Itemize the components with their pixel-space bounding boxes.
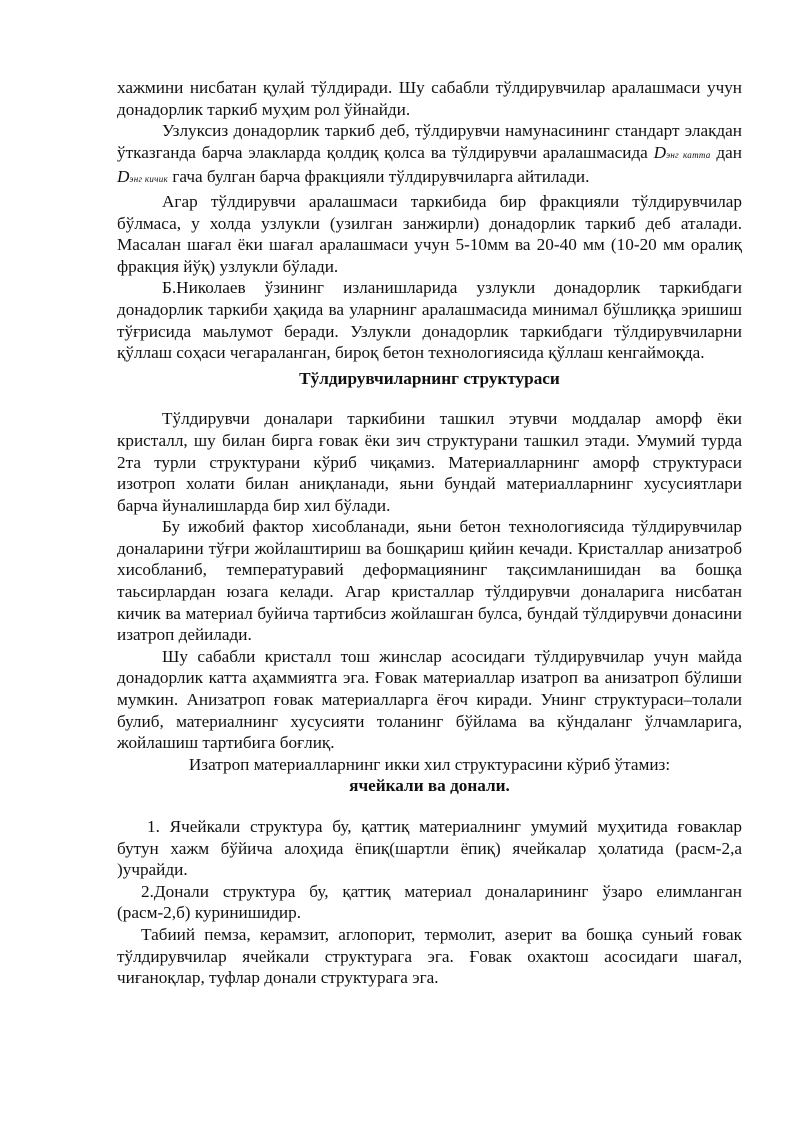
paragraph-intro-line: Изатроп материалларнинг икки хил структурасини кўриб ўтамиз:: [188, 754, 671, 774]
list-item: 1. Ячейкали структура бу, қаттиқ материалнинг умумий муҳитида ғовaклар бутун хажм бўйича алоҳида ёпиқ(шартли ёпиқ) ячейкалар ҳолатида (расм-2,а )учрайди.: [117, 817, 742, 880]
paragraph: хажмини нисбатан қулай тўлдиради. Шу сабабли тўлдирувчилар аралашмаси учун донадорлик таркиб муҳим рол ўйнайди.: [117, 78, 742, 119]
paragraph: Б.Николаев ўзининг изланишларида узлукли донадорлик таркибдаги донадорлик таркиби ҳақида ва уларнинг аралашмасида минимал бўшлиққа эришиш тўғрисида маьлумот беради. Узлукли донадорлик таркибдаги тўлдирувчиларни қўллаш соҳаси чегараланган, бироқ бетон технологиясида қўллаш кенгаймоқда.: [117, 278, 742, 363]
paragraph-text: гача булган барча фракцияли тўлдирувчиларга айтилади.: [168, 167, 590, 187]
paragraph-text: Узлуксиз донадорлик таркиб деб, тўлдирувчи намунасининг стандарт элакдан ўтказганда барча элакларда қолдиқ қолса ва тўлдирувчи аралашмасида: [117, 121, 742, 162]
d-max-symbol: D: [653, 142, 667, 162]
paragraph: Агар тўлдирувчи аралашмаси таркибида бир фракцияли тўлдирувчилар бўлмаса, у холда узлукли (узилган занжирли) донадорлик таркиб деб аталади. Масалан шағал ёки шағал аралашмаси учун 5-10мм ва 20-40 мм (10-20 мм оралиқ фракция йўқ) узлукли бўлади.: [117, 191, 742, 276]
section-heading: Тўлдирувчиларнинг структураси: [299, 368, 560, 388]
paragraph-continuous-grading: [117, 120, 742, 191]
d-max-subscript: энг катта: [666, 149, 711, 160]
paragraph: Табиий пемза, керамзит, аглопорит, термолит, азерит ва бошқа суньий ғовак тўлдирувчилар ячейкали структурага эга. Ғовак охактош асосидаги шағал, чиғаноқлар, туфлар донали структурага эга.: [117, 924, 742, 988]
list-item: 2.Донали структура бу, қаттиқ материал доналарининг ўзаро елимланган (расм-2,б) куринишидир.: [117, 881, 742, 923]
subsection-heading: ячейкали ва донали.: [349, 776, 510, 796]
d-min-symbol: D: [117, 167, 130, 187]
paragraph: Бу ижобий фактор хисобланади, яьни бетон технологиясида тўлдирувчилар доналарини тўғри жойлаштириш ва бошқариш қийин кечади. Кристаллар анизатроб хисобланиб, температуравий деформациянинг тақсимланишидан ва бошқа таьсирлардан юзага келади. Агар кристаллар тўлдирувчи доналарига нисбатан кичик ва материал буйича тартибсиз жойлашган булса, бундай тўлдирувчи донасини изатроп дейилади.: [117, 517, 742, 645]
paragraph: Тўлдирувчи доналари таркибини ташкил этувчи моддалар аморф ёки кристалл, шу билан бирга ғовак ёки зич структурани ташкил этади. Умумий турда 2та турли структурани кўриб чиқамиз. Материалларнинг аморф структураси изотроп холати билан аниқланади, яьни бундай материалларнинг хусусиятлари барча йуналишларда бир хил бўлади.: [117, 409, 742, 515]
paragraph-text: дан: [710, 142, 742, 162]
paragraph: Шу сабабли кристалл тош жинслар асосидаги тўлдирувчилар учун майда донадорлик катта аҳаммиятга эга. Ғовак материаллар изатроп ва анизатроп бўлиши мумкин. Анизатроп ғовак материалларга ёғоч киради. Унинг структураси–толали булиб, материалнинг хусусияти толанинг бўйлама ва кўндаланг ўлчамларига, жойлашиш тартибига боғлиқ.: [117, 646, 742, 753]
d-min-subscript: энг кичик: [129, 174, 169, 185]
